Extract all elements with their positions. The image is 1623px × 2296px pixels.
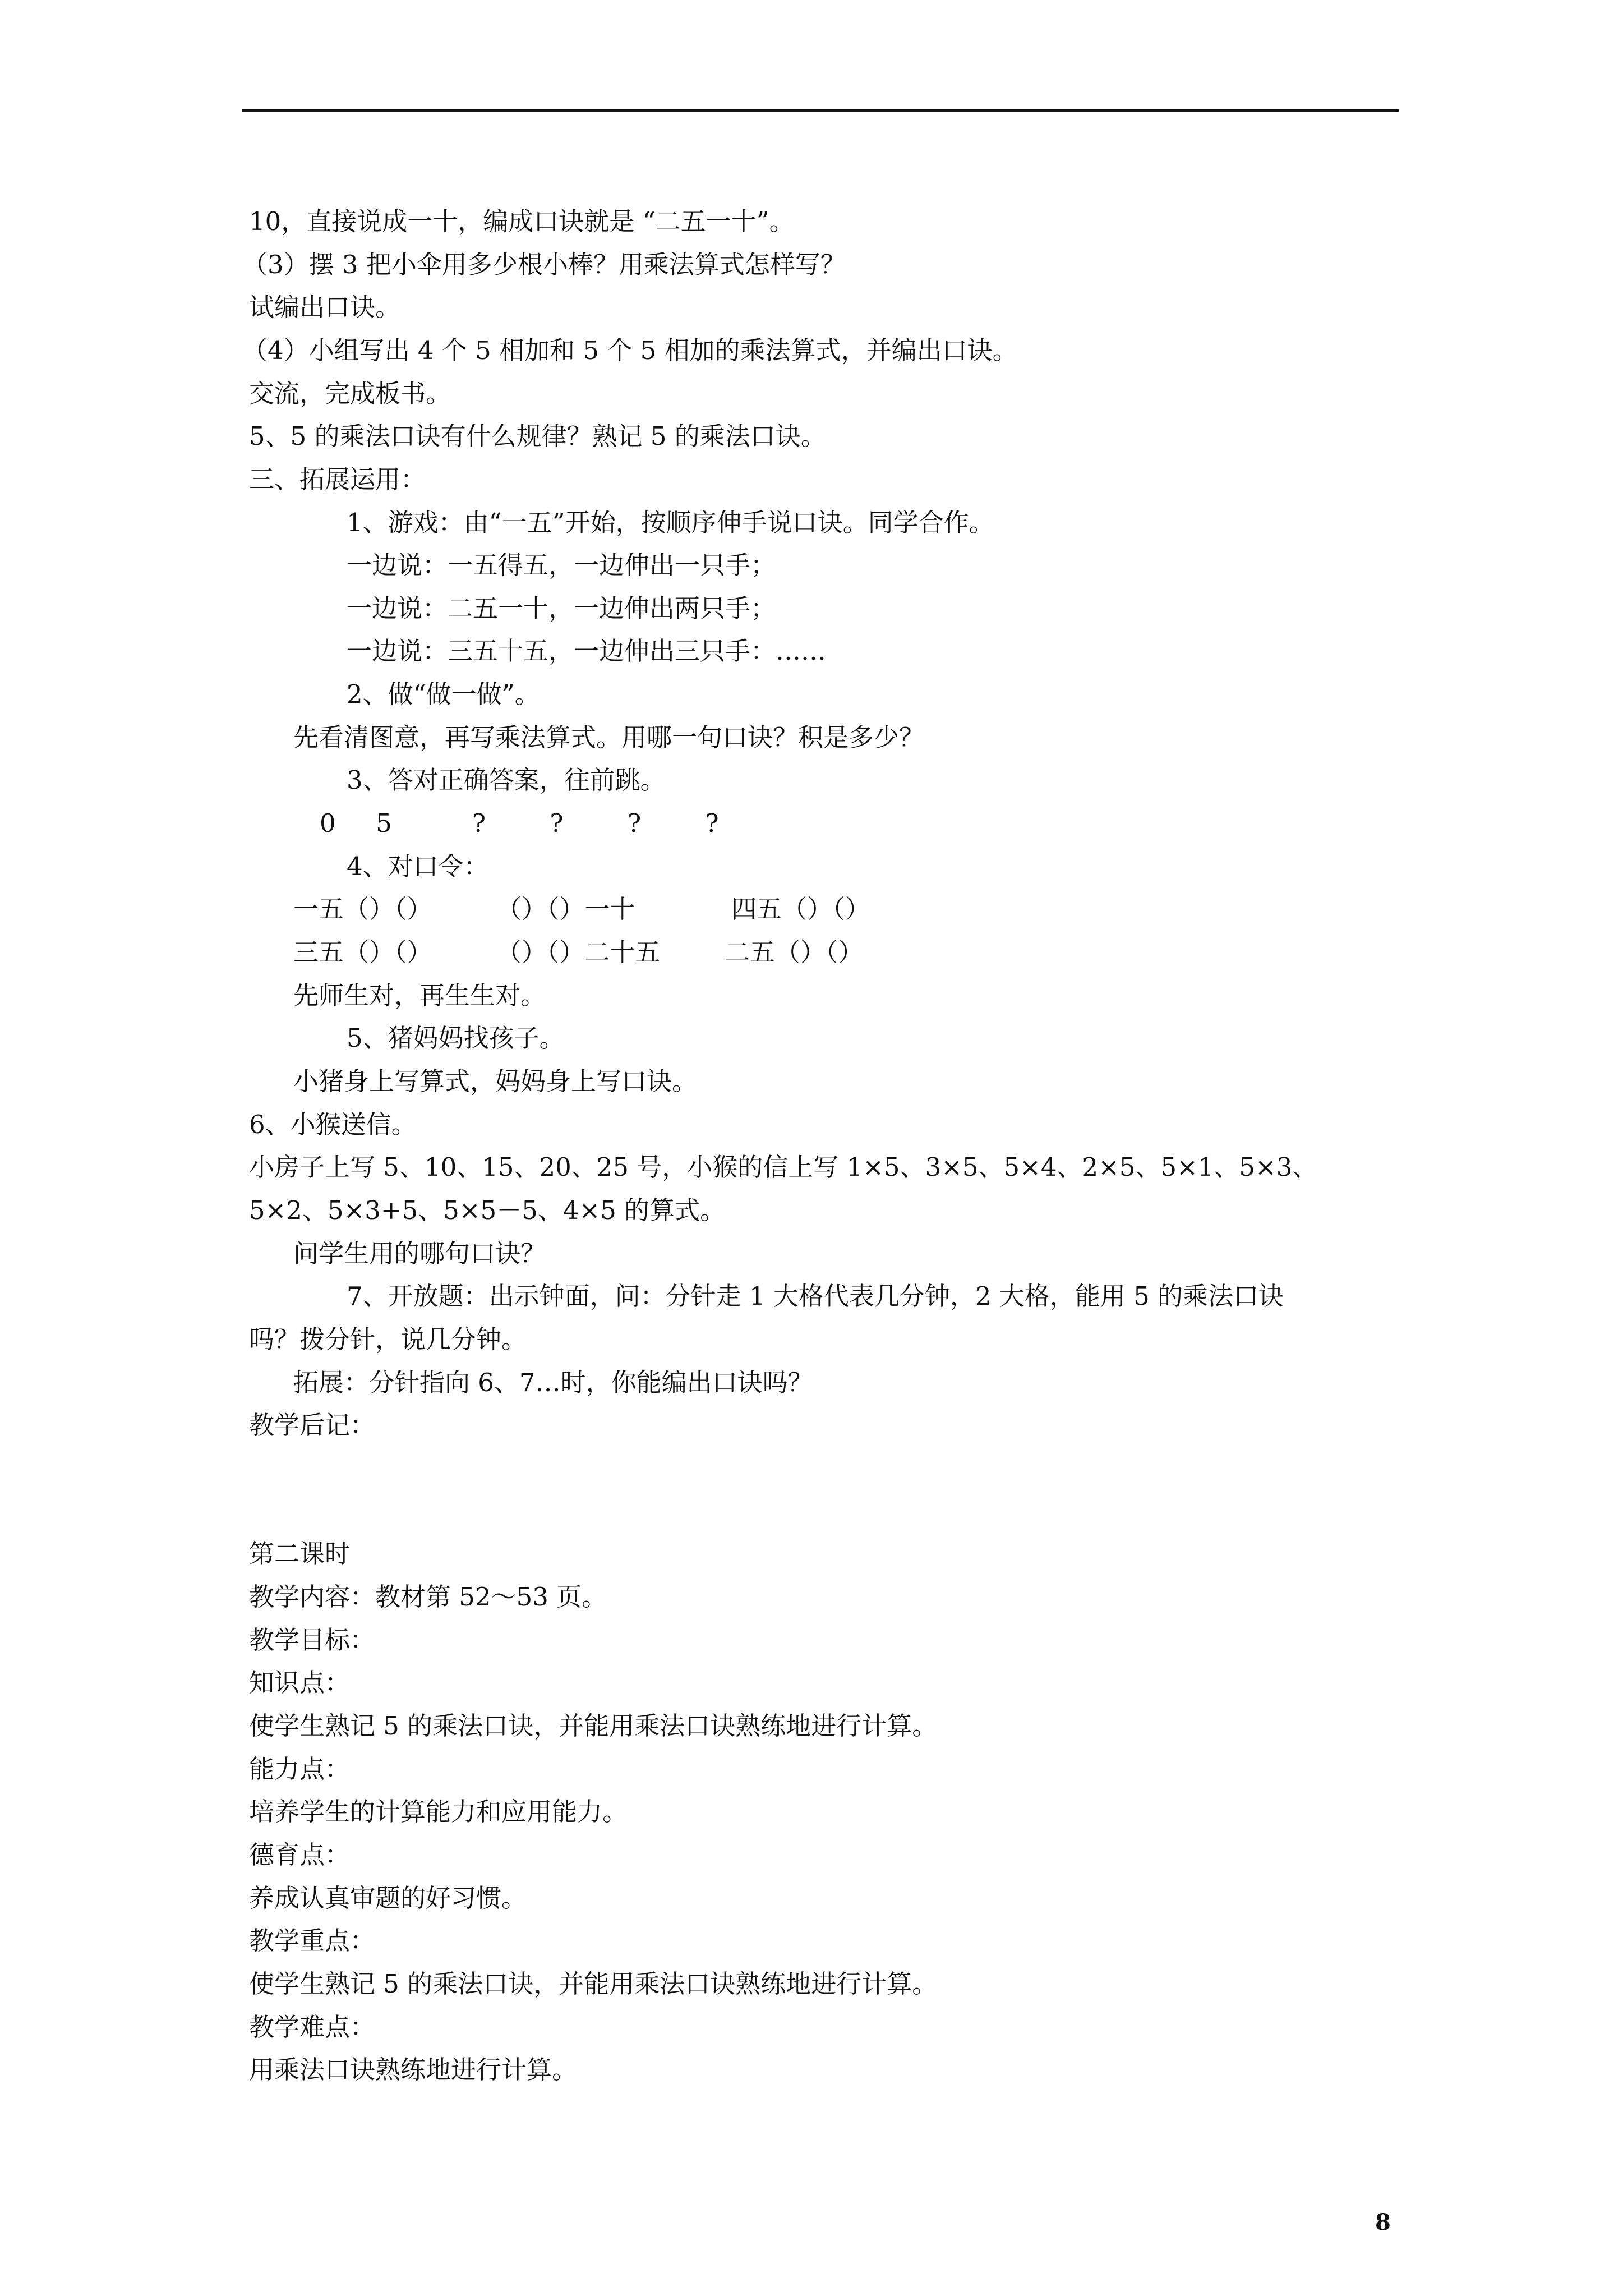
text-line: 一边说：一五得五，一边伸出一只手； [347,550,776,580]
text-line: 用乘法口诀熟练地进行计算。 [249,2055,578,2085]
section-heading: 第二课时 [249,1539,351,1568]
text-line: 德育点： [249,1840,351,1870]
text-line: 三五（）（） （）（）二十五 二五（）（） [293,937,864,967]
text-line: 教学难点： [249,2012,376,2042]
text-line: 培养学生的计算能力和应用能力。 [249,1797,628,1826]
text-line: 5×2、5×3+5、5×5－5、4×5 的算式。 [249,1195,726,1225]
text-line: 交流，完成板书。 [249,379,451,408]
text-line: （3）摆 3 把小伞用多少根小棒？用乘法算式怎样写？ [242,250,846,279]
text-line: 2、做“做一做”。 [347,679,540,709]
text-line: 一边说：三五十五，一边伸出三只手：…… [347,636,827,666]
text-line: 小猪身上写算式，妈妈身上写口诀。 [293,1066,698,1096]
text-line: 教学目标： [249,1625,376,1655]
text-line: 10，直接说成一十，编成口诀就是 “二五一十”。 [249,206,795,236]
text-line: 问学生用的哪句口诀？ [293,1239,546,1268]
text-line: 先看清图意，再写乘法算式。用哪一句口诀？积是多少？ [293,723,925,752]
text-line: 5、猪妈妈找孩子。 [347,1023,565,1053]
text-line: 能力点： [249,1754,351,1784]
text-line: 使学生熟记 5 的乘法口诀，并能用乘法口诀熟练地进行计算。 [249,1711,938,1741]
text-line: 4、对口令： [347,852,489,881]
text-line: 1、游戏：由“一五”开始，按顺序伸手说口诀。同学合作。 [347,508,994,537]
text-line: 知识点： [249,1668,351,1697]
text-line: 先师生对，再生生对。 [293,981,546,1010]
text-line: 5、5 的乘法口诀有什么规律？熟记 5 的乘法口诀。 [249,421,826,451]
text-line: 7、开放题：出示钟面，问：分针走 1 大格代表几分钟，2 大格，能用 5 的乘法口诀 [347,1281,1284,1311]
text-line: （4）小组写出 4 个 5 相加和 5 个 5 相加的乘法算式，并编出口诀。 [242,335,1018,365]
text-line: 教学后记： [249,1410,376,1440]
text-line: 小房子上写 5、10、15、20、25 号，小猴的信上写 1×5、3×5、5×4、2×5、5×1、5×3、 [249,1152,1318,1182]
text-line: 一边说：二五一十，一边伸出两只手； [347,593,776,623]
header-rule [242,109,1399,112]
page-number: 8 [1375,2209,1391,2235]
section-heading: 三、拓展运用： [249,464,426,494]
text-line: 教学内容：教材第 52～53 页。 [249,1582,607,1612]
text-line: 养成认真审题的好习惯。 [249,1883,527,1913]
text-line: 吗？拨分针，说几分钟。 [249,1324,527,1354]
text-line: 3、答对正确答案，往前跳。 [347,765,666,795]
text-line: 试编出口诀。 [249,292,401,322]
text-line: 教学重点： [249,1926,376,1955]
number-row: 0 5 ? ? ? ? [320,808,719,838]
text-line: 6、小猴送信。 [249,1110,417,1139]
text-line: 拓展：分针指向 6、7…时，你能编出口诀吗？ [293,1368,813,1397]
text-line: 使学生熟记 5 的乘法口诀，并能用乘法口诀熟练地进行计算。 [249,1969,938,1999]
text-line: 一五（）（） （）（）一十 四五（）（） [293,894,870,924]
